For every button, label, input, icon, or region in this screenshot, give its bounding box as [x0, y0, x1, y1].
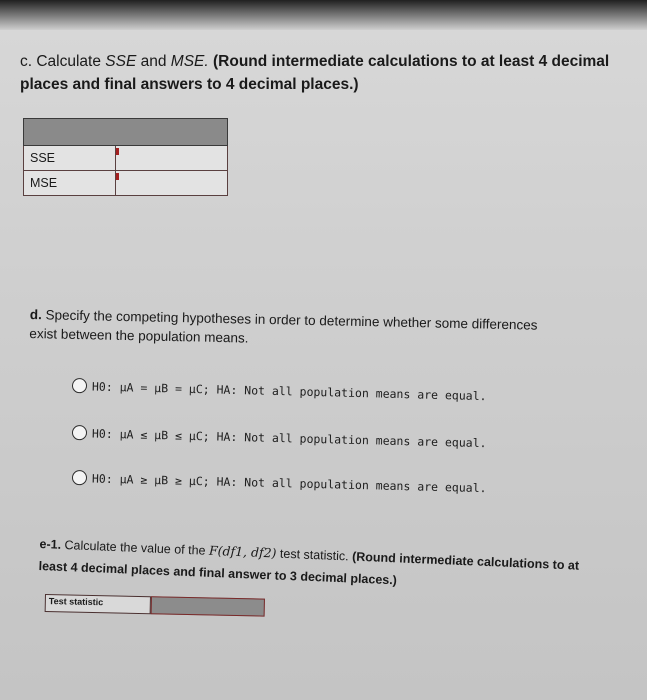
table-row-sse [24, 146, 228, 171]
radio-button-icon[interactable] [72, 425, 87, 440]
f-statistic-notation: F(df1, df2) [208, 542, 277, 561]
hypothesis-option-2[interactable] [72, 425, 487, 450]
sse-label: SSE [24, 146, 116, 171]
test-statistic-input[interactable] [151, 596, 265, 616]
radio-button-icon[interactable] [72, 470, 87, 485]
question-c [20, 50, 630, 96]
question-e1-text-2: test statistic. [276, 546, 353, 564]
sse-term: SSE [105, 53, 137, 70]
test-statistic-label: Test statistic [45, 594, 151, 614]
hypothesis-option-2-text: H0: μA ≤ μB ≤ μC; HA: Not all population means are equal. [91, 425, 487, 450]
sse-input[interactable] [116, 146, 228, 171]
question-e1-text: Calculate the value of the [60, 537, 210, 558]
question-d [29, 305, 550, 354]
radio-button-icon[interactable] [72, 378, 87, 393]
table-row-mse [24, 171, 228, 196]
mse-label: MSE [24, 171, 116, 196]
question-c-prefix: c. Calculate [20, 53, 106, 70]
hypothesis-option-1[interactable] [72, 378, 487, 403]
table-header-row [24, 119, 228, 146]
question-d-lead: d. [29, 306, 42, 323]
mse-term: MSE. [170, 53, 209, 70]
question-e1-lead: e-1. [39, 536, 62, 552]
question-d-text: Specify the competing hypotheses in order to determine whether some differences exist between the population means. [29, 307, 538, 346]
hypothesis-option-1-text: H0: μA = μB = μC; HA: Not all population means are equal. [91, 378, 487, 403]
test-statistic-row [45, 594, 265, 619]
question-c-and: and [136, 53, 171, 70]
hypothesis-option-3[interactable] [72, 470, 487, 495]
mse-input[interactable] [116, 171, 228, 196]
sse-mse-table [23, 118, 228, 196]
photo-top-edge [0, 0, 647, 30]
question-e1 [38, 533, 579, 599]
question-c-instruction: (Round intermediate calculations to at least 4 decimal places and final answers to 4 decimal places.) [20, 53, 610, 93]
question-e1-instruction: (Round intermediate calculations to at least 4 decimal places and final answer to 3 decimal places.) [38, 549, 580, 588]
hypothesis-option-3-text: H0: μA ≥ μB ≥ μC; HA: Not all population means are equal. [91, 470, 487, 495]
table-header-cell [24, 119, 228, 146]
